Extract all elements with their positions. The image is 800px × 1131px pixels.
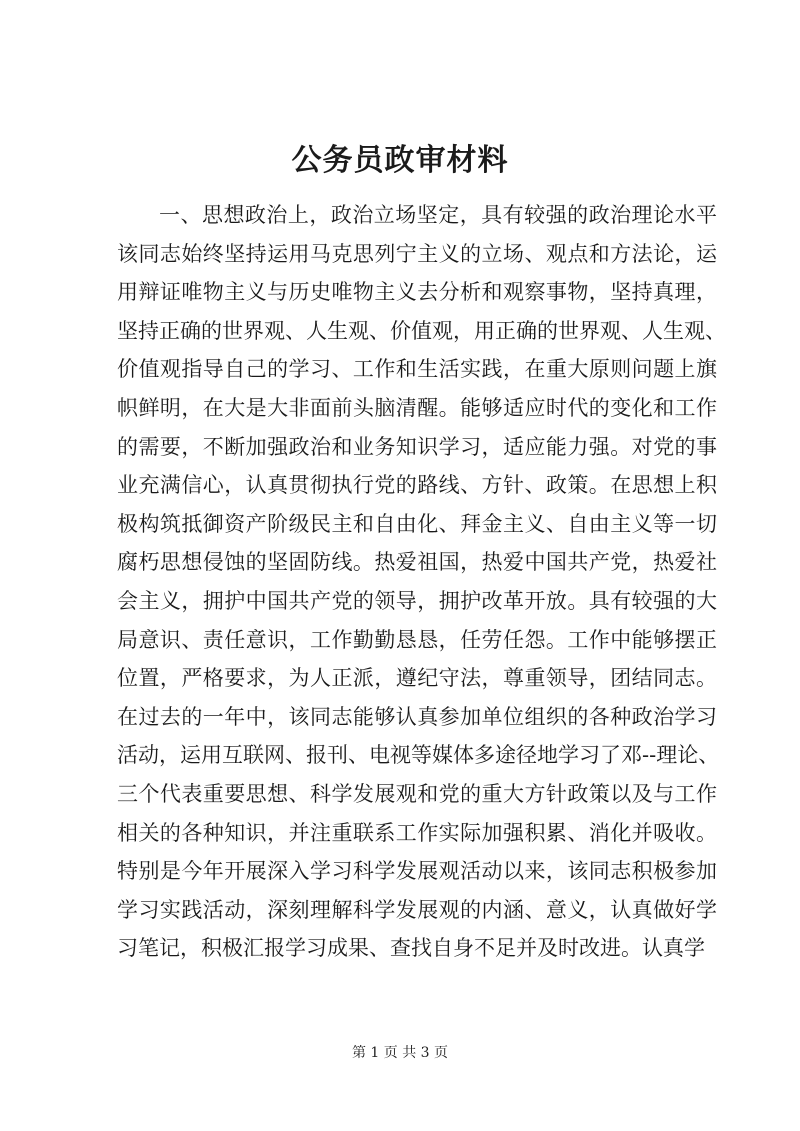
body-line: 在过去的一年中，该同志能够认真参加单位组织的各种政治学习: [117, 704, 717, 729]
body-line: 坚持正确的世界观、人生观、价值观，用正确的世界观、人生观、: [117, 318, 726, 343]
body-line: 价值观指导自己的学习、工作和生活实践，在重大原则问题上旗: [117, 357, 717, 382]
page-footer: 第 1 页 共 3 页: [351, 1045, 449, 1061]
body-line: 会主义，拥护中国共产党的领导，拥护改革开放。具有较强的大: [117, 588, 717, 613]
document-title: 公务员政审材料: [291, 143, 509, 178]
body-line: 三个代表重要思想、科学发展观和党的重大方针政策以及与工作: [117, 781, 717, 806]
body-line: 位置，严格要求，为人正派，遵纪守法，尊重领导，团结同志。: [117, 666, 717, 691]
body-line: 帜鲜明，在大是大非面前头脑清醒。能够适应时代的变化和工作: [117, 395, 717, 420]
document-body: [117, 196, 726, 968]
body-line: 一、思想政治上，政治立场坚定，具有较强的政治理论水平: [159, 203, 717, 227]
body-line: 极构筑抵御资产阶级民主和自由化、拜金主义、自由主义等一切: [117, 511, 717, 536]
body-line: 腐朽思想侵蚀的坚固防线。热爱祖国，热爱中国共产党，热爱社: [117, 550, 717, 575]
body-line: 相关的各种知识，并注重联系工作实际加强积累、消化并吸收。: [117, 820, 717, 845]
body-line: 特别是今年开展深入学习科学发展观活动以来，该同志积极参加: [117, 859, 717, 884]
body-line: 活动，运用互联网、报刊、电视等媒体多途径地学习了邓--理论、: [117, 743, 720, 768]
body-line: 学习实践活动，深刻理解科学发展观的内涵、意义，认真做好学: [117, 897, 717, 922]
body-line: 用辩证唯物主义与历史唯物主义去分析和观察事物，坚持真理，: [117, 280, 717, 305]
body-line: 业充满信心，认真贯彻执行党的路线、方针、政策。在思想上积: [117, 473, 717, 498]
body-line: 习笔记，积极汇报学习成果、查找自身不足并及时改进。认真学: [117, 936, 705, 961]
body-line: 的需要，不断加强政治和业务知识学习，适应能力强。对党的事: [117, 434, 717, 459]
body-line: 局意识、责任意识，工作勤勤恳恳，任劳任怨。工作中能够摆正: [117, 627, 717, 652]
body-line: 该同志始终坚持运用马克思列宁主义的立场、观点和方法论，运: [117, 241, 717, 266]
